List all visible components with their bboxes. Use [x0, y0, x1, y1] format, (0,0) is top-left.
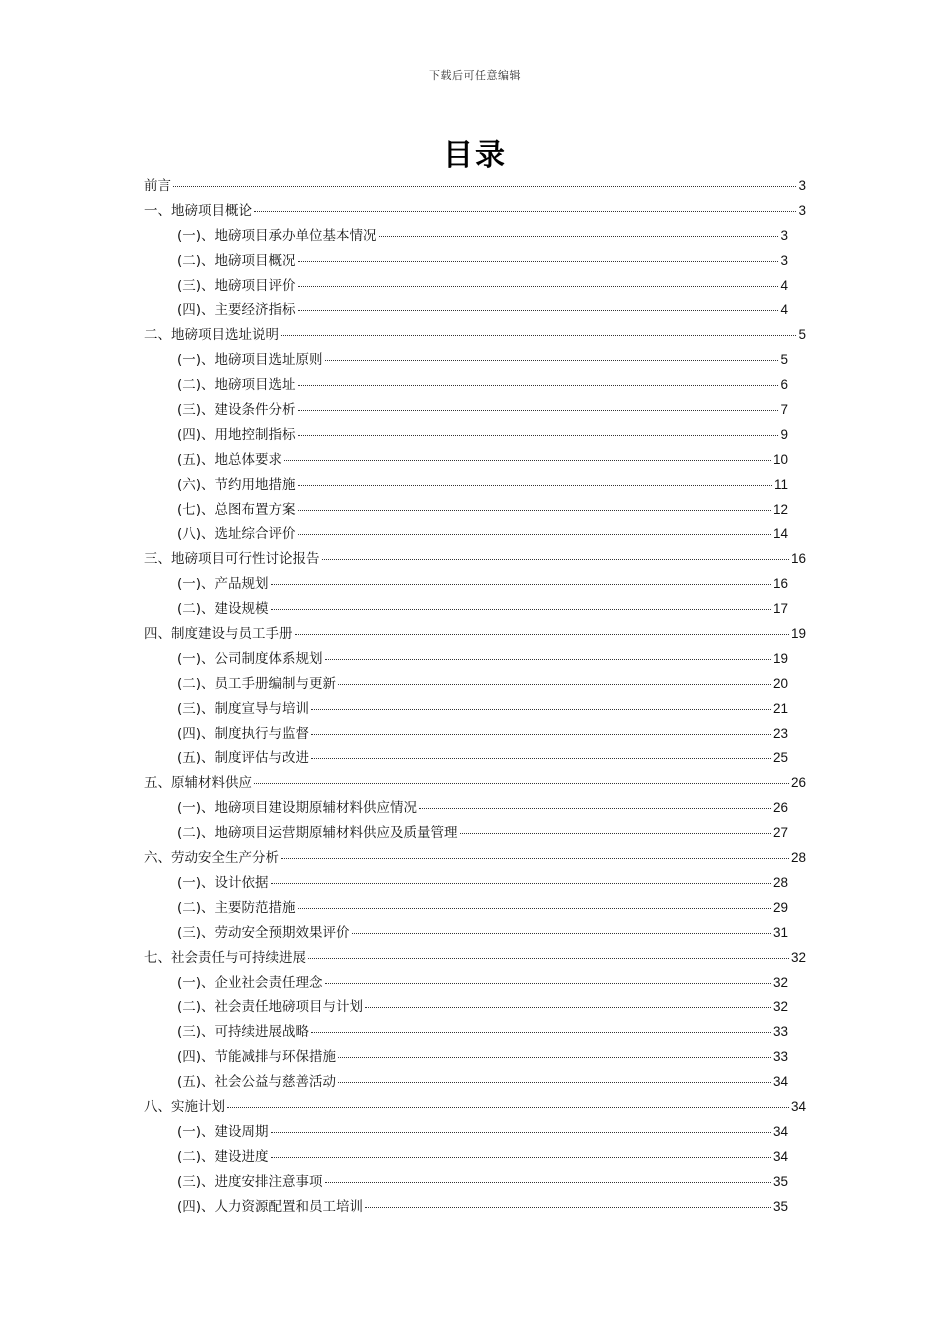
- toc-entry-label: (三)、劳动安全预期效果评价: [177, 924, 350, 941]
- toc-subentry[interactable]: [144, 697, 806, 722]
- toc-entry-label: (五)、社会公益与慈善活动: [177, 1074, 337, 1091]
- toc-entry-label: (四)、主要经济指标: [177, 302, 296, 319]
- toc-page-number: 5: [780, 352, 788, 368]
- toc-entry-label: 八、实施计划: [144, 1098, 225, 1115]
- toc-page-number: 29: [772, 899, 788, 915]
- toc-entry[interactable]: [144, 946, 806, 971]
- toc-dot-leader: [325, 659, 771, 660]
- toc-page-number: 34: [772, 1148, 788, 1164]
- toc-page-number: 16: [772, 576, 788, 592]
- toc-dot-leader: [365, 1207, 771, 1208]
- toc-entry-label: (二)、员工手册编制与更新: [177, 675, 337, 692]
- toc-subentry[interactable]: [144, 298, 806, 323]
- toc-entry-label: (一)、设计依据: [177, 874, 269, 891]
- toc-dot-leader: [298, 908, 771, 909]
- toc-entry-label: (三)、地磅项目评价: [177, 277, 296, 294]
- toc-page-number: 19: [772, 650, 788, 666]
- toc-page-number: 6: [780, 377, 788, 393]
- toc-dot-leader: [271, 883, 771, 884]
- toc-page-number: 14: [772, 526, 788, 542]
- toc-subentry[interactable]: [144, 274, 806, 299]
- toc-subentry[interactable]: [144, 398, 806, 423]
- toc-entry[interactable]: [144, 1095, 806, 1120]
- toc-entry[interactable]: [144, 547, 806, 572]
- toc-subentry[interactable]: [144, 1070, 806, 1095]
- toc-page-number: 3: [780, 252, 788, 268]
- toc-entry-label: (四)、制度执行与监督: [177, 725, 310, 742]
- toc-subentry[interactable]: [144, 249, 806, 274]
- toc-entry-label: 六、劳动安全生产分析: [144, 850, 279, 867]
- toc-dot-leader: [173, 186, 796, 187]
- toc-entry-label: (四)、节能减排与环保措施: [177, 1049, 337, 1066]
- toc-entry-label: (一)、地磅项目承办单位基本情况: [177, 227, 377, 244]
- toc-entry-label: (七)、总图布置方案: [177, 501, 296, 518]
- toc-page-number: 11: [773, 476, 788, 492]
- toc-page-number: 3: [798, 178, 806, 193]
- toc-dot-leader: [298, 435, 779, 436]
- toc-entry-label: (三)、建设条件分析: [177, 402, 296, 419]
- toc-page-number: 20: [772, 675, 788, 691]
- toc-dot-leader: [311, 1032, 771, 1033]
- toc-dot-leader: [352, 933, 771, 934]
- toc-subentry[interactable]: [144, 1195, 806, 1220]
- toc-page-number: 17: [772, 601, 788, 617]
- toc-subentry[interactable]: [144, 522, 806, 547]
- toc-subentry[interactable]: [144, 224, 806, 249]
- toc-page-number: 9: [780, 426, 788, 442]
- toc-entry-label: (一)、建设周期: [177, 1123, 269, 1140]
- toc-dot-leader: [460, 833, 771, 834]
- toc-entry-label: (三)、进度安排注意事项: [177, 1173, 323, 1190]
- toc-entry-label: 前言: [144, 178, 171, 194]
- toc-entry-label: (二)、地磅项目概况: [177, 252, 296, 269]
- toc-dot-leader: [338, 684, 771, 685]
- toc-dot-leader: [271, 1132, 771, 1133]
- toc-page-number: 3: [780, 227, 788, 243]
- toc-subentry[interactable]: [144, 423, 806, 448]
- toc-dot-leader: [311, 758, 771, 759]
- toc-dot-leader: [298, 510, 771, 511]
- toc-entry-label: (四)、用地控制指标: [177, 426, 296, 443]
- toc-subentry[interactable]: [144, 796, 806, 821]
- toc-subentry[interactable]: [144, 348, 806, 373]
- toc-dot-leader: [271, 584, 771, 585]
- toc-page-number: 26: [790, 775, 806, 791]
- toc-page-number: 4: [780, 277, 788, 293]
- toc-page-number: 23: [772, 725, 788, 741]
- toc-entry-label: (一)、产品规划: [177, 576, 269, 593]
- page-title: 目录: [443, 138, 507, 173]
- toc-dot-leader: [298, 385, 779, 386]
- toc-page-number: 32: [790, 949, 806, 965]
- toc-subentry[interactable]: [144, 448, 806, 473]
- toc-dot-leader: [295, 634, 789, 635]
- toc-dot-leader: [254, 211, 796, 212]
- toc-page-number: 28: [790, 850, 806, 866]
- toc-page-number: 32: [772, 974, 788, 990]
- toc-entry-label: (五)、制度评估与改进: [177, 750, 310, 767]
- toc-dot-leader: [379, 236, 779, 237]
- toc-entry-label: (二)、建设规模: [177, 601, 269, 618]
- toc-page-number: 25: [772, 750, 788, 766]
- toc-dot-leader: [325, 1182, 771, 1183]
- toc-page-number: 33: [772, 1024, 788, 1040]
- toc-subentry[interactable]: [144, 971, 806, 996]
- toc-dot-leader: [338, 1057, 771, 1058]
- toc-dot-leader: [254, 783, 789, 784]
- toc-subentry[interactable]: [144, 1145, 806, 1170]
- toc-page-number: 34: [790, 1098, 806, 1114]
- toc-subentry[interactable]: [144, 1045, 806, 1070]
- toc-entry-label: (一)、地磅项目选址原则: [177, 352, 323, 369]
- toc-entry-label: 三、地磅项目可行性讨论报告: [144, 551, 320, 568]
- toc-page-number: 31: [772, 924, 788, 940]
- toc-page-number: 5: [798, 327, 806, 343]
- toc-subentry[interactable]: [144, 597, 806, 622]
- toc-page-number: 32: [772, 999, 788, 1015]
- toc-page-number: 19: [790, 626, 806, 642]
- toc-dot-leader: [271, 609, 771, 610]
- page-header: 下载后可任意编辑: [429, 69, 521, 82]
- toc-dot-leader: [298, 310, 779, 311]
- toc-subentry[interactable]: [144, 746, 806, 771]
- toc-subentry[interactable]: [144, 498, 806, 523]
- toc-subentry[interactable]: [144, 572, 806, 597]
- toc-dot-leader: [311, 709, 771, 710]
- toc-entry-label: 五、原辅材料供应: [144, 775, 252, 792]
- toc-page-number: 21: [772, 700, 788, 716]
- toc-dot-leader: [325, 983, 771, 984]
- toc-page-number: 4: [780, 302, 788, 318]
- toc-subentry[interactable]: [144, 473, 806, 498]
- toc-entry-label: (二)、建设进度: [177, 1148, 269, 1165]
- toc-page-number: 34: [772, 1123, 788, 1139]
- toc-dot-leader: [298, 286, 779, 287]
- toc-subentry[interactable]: [144, 871, 806, 896]
- toc-dot-leader: [419, 808, 771, 809]
- toc-subentry[interactable]: [144, 1170, 806, 1195]
- toc-entry[interactable]: [144, 771, 806, 796]
- toc-entry-label: 四、制度建设与员工手册: [144, 626, 293, 643]
- toc-subentry[interactable]: [144, 821, 806, 846]
- toc-subentry[interactable]: [144, 1120, 806, 1145]
- toc-dot-leader: [365, 1007, 771, 1008]
- toc-entry-label: (一)、公司制度体系规划: [177, 650, 323, 667]
- toc-entry[interactable]: [144, 323, 806, 348]
- toc-dot-leader: [298, 534, 771, 535]
- toc-page-number: 7: [780, 402, 788, 418]
- toc-dot-leader: [325, 360, 779, 361]
- toc-entry-label: (二)、地磅项目选址: [177, 377, 296, 394]
- toc-entry[interactable]: [144, 622, 806, 647]
- toc-entry-label: 七、社会责任与可持续进展: [144, 949, 306, 966]
- toc-entry-label: (二)、社会责任地磅项目与计划: [177, 999, 364, 1016]
- toc-entry-label: (五)、地总体要求: [177, 451, 283, 468]
- toc-page-number: 33: [772, 1049, 788, 1065]
- toc-subentry[interactable]: [144, 647, 806, 672]
- toc-subentry[interactable]: [144, 896, 806, 921]
- toc-entry-label: (一)、地磅项目建设期原辅材料供应情况: [177, 800, 418, 817]
- toc-entry-label: (六)、节约用地措施: [177, 476, 296, 493]
- toc-dot-leader: [308, 958, 789, 959]
- toc-page-number: 3: [798, 202, 806, 218]
- toc-dot-leader: [284, 460, 771, 461]
- toc-dot-leader: [227, 1107, 789, 1108]
- toc-page-number: 35: [772, 1198, 788, 1214]
- toc-entry[interactable]: [144, 846, 806, 871]
- toc-dot-leader: [271, 1157, 771, 1158]
- toc-dot-leader: [298, 410, 779, 411]
- toc-dot-leader: [322, 559, 789, 560]
- toc-dot-leader: [338, 1082, 771, 1083]
- toc-subentry[interactable]: [144, 373, 806, 398]
- toc-entry-label: (三)、可持续进展战略: [177, 1024, 310, 1041]
- toc-dot-leader: [311, 734, 771, 735]
- toc-page-number: 34: [772, 1074, 788, 1090]
- toc-page-number: 12: [772, 501, 788, 517]
- toc-page-number: 35: [772, 1173, 788, 1189]
- toc-page-number: 10: [772, 451, 788, 467]
- toc-entry-label: (四)、人力资源配置和员工培训: [177, 1198, 364, 1215]
- toc-dot-leader: [281, 858, 789, 859]
- toc-subentry[interactable]: [144, 921, 806, 946]
- toc-page-number: 28: [772, 874, 788, 890]
- toc-page-number: 16: [790, 551, 806, 567]
- toc-subentry[interactable]: [144, 672, 806, 697]
- toc-page-number: 27: [772, 825, 788, 841]
- toc-entry-label: (八)、选址综合评价: [177, 526, 296, 543]
- toc-entry-label: (一)、企业社会责任理念: [177, 974, 323, 991]
- toc-subentry[interactable]: [144, 995, 806, 1020]
- toc-dot-leader: [298, 485, 772, 486]
- toc-page-number: 26: [772, 800, 788, 816]
- toc-dot-leader: [298, 261, 779, 262]
- toc-entry-label: (三)、制度宣导与培训: [177, 700, 310, 717]
- toc-dot-leader: [281, 335, 796, 336]
- toc-entry-label: (二)、地磅项目运营期原辅材料供应及质量管理: [177, 825, 458, 842]
- toc-subentry[interactable]: [144, 1020, 806, 1045]
- toc-entry-label: (二)、主要防范措施: [177, 899, 296, 916]
- table-of-contents: [144, 174, 806, 1219]
- toc-entry-label: 一、地磅项目概论: [144, 202, 252, 219]
- toc-entry[interactable]: [144, 174, 806, 199]
- toc-subentry[interactable]: [144, 722, 806, 747]
- toc-entry-label: 二、地磅项目选址说明: [144, 327, 279, 344]
- toc-entry[interactable]: [144, 199, 806, 224]
